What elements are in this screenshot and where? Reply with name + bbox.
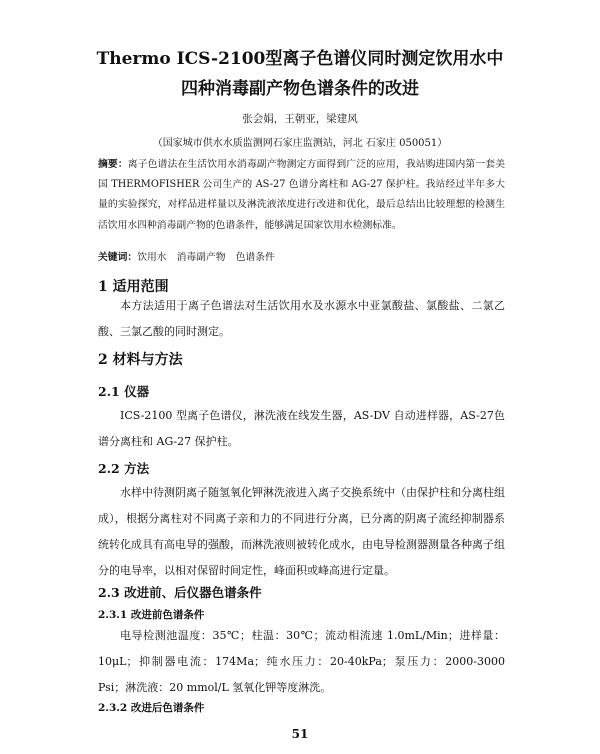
instruments-text: ICS-2100 型离子色谱仪，淋洗液在线发生器，AS-DV 自动进样器，AS-27色谱分离柱和 AG-27 保护柱。 (98, 409, 505, 448)
section-heading-materials: 2 材料与方法 (98, 352, 183, 368)
subsection-heading-method: 2.2 方法 (98, 461, 150, 476)
abstract-text: 离子色谱法在生活饮用水消毒副产物测定方面得到广泛的应用，我站购进国内第一套美国 THERMOFISHER 公司生产的 AS-27 色谱分离柱和 AG-27 保护柱。我站经过半年多大量的实验探究，对样品进样量以及淋洗液浓度进行改进和优化，最后总结出比较理想的检测生活饮用水四种消毒副产物的色谱条件，能够满足国家饮用水检测标准。 (98, 159, 506, 231)
subsubsection-heading-after: 2.3.2 改进后色谱条件 (98, 702, 205, 714)
affiliation: （国家城市供水水质监测网石家庄监测站，河北 石家庄 050051） (152, 138, 448, 149)
subsection-heading-conditions: 2.3 改进前、后仪器色谱条件 (98, 585, 262, 600)
method-text: 水样中待测阴离子随氢氧化钾淋洗液进入离子交换系统中（由保护柱和分离柱组成），根据分离柱对不同离子亲和力的不同进行分离，已分离的阴离子流经抑制器系统转化成具有高电导的强酸，而淋洗液则被转化成水，由电导检测器测量各种离子组分的电导率，以相对保留时间定性，峰面积或峰高进行定量。 (98, 486, 505, 577)
subsubsection-heading-before: 2.3.1 改进前色谱条件 (98, 609, 205, 621)
paper-title: Thermo ICS-2100型离子色谱仪同时测定饮用水中四种消毒副产物色谱条件的改进 (96, 49, 504, 99)
keyword: 饮用水 (137, 252, 167, 263)
subsection-heading-instruments: 2.1 仪器 (98, 384, 150, 399)
abstract-label: 摘要： (98, 159, 128, 170)
keyword: 色谱条件 (235, 252, 275, 263)
abstract (98, 155, 505, 236)
keywords (98, 249, 285, 263)
section-heading-scope: 1 适用范围 (98, 279, 169, 295)
keywords-label: 关键词： (98, 252, 138, 263)
keyword: 消毒副产物 (176, 252, 226, 263)
authors: 张会娟，王朝亚，梁建风 (242, 113, 358, 125)
before-conditions-text: 电导检测池温度：35℃；柱温：30℃；流动相流速 1.0mL/Min；进样量：10μL；抑制器电流：174Ma；纯水压力：20-40kPa；泵压力：2000-3000 Psi；淋洗液：20 mmol/L 氢氧化钾等度淋洗。 (98, 629, 505, 694)
page-number: 51 (291, 727, 309, 741)
section-scope-text: 本方法适用于离子色谱法对生活饮用水及水源水中亚氯酸盐、氯酸盐、二氯乙酸、三氯乙酸的同时测定。 (98, 299, 505, 338)
